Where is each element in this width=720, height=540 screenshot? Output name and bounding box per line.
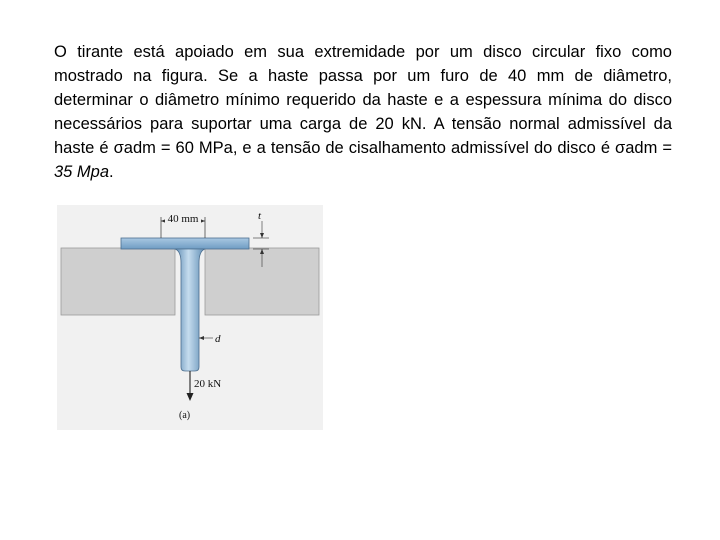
thickness-label: t — [258, 210, 262, 222]
diameter-label: d — [215, 333, 221, 345]
figure-caption: (a) — [179, 410, 191, 421]
tie-rod-figure — [57, 205, 323, 430]
problem-shear-value: 35 Mpa — [54, 163, 110, 181]
circular-disk — [121, 238, 249, 249]
load-label: 20 kN — [194, 378, 222, 390]
left-support — [61, 248, 175, 315]
problem-statement — [54, 40, 672, 184]
hole-dimension-label: 40 mm — [167, 213, 199, 225]
tie-rod-diagram — [57, 205, 323, 430]
problem-text: O tirante está apoiado em sua extremidade por um disco circular fixo como mostrado na figura. Se a haste passa por um furo de 40 mm de diâmetro, determinar o diâmetro mínimo requerido da haste e a espessura mínima do disco necessários para suportar uma carga de 20 kN. A tensão normal admissível da haste é σadm = 60 MPa, e a tensão de cisalhamento admissível do disco é σadm = — [54, 43, 672, 157]
problem-period: . — [109, 163, 114, 181]
